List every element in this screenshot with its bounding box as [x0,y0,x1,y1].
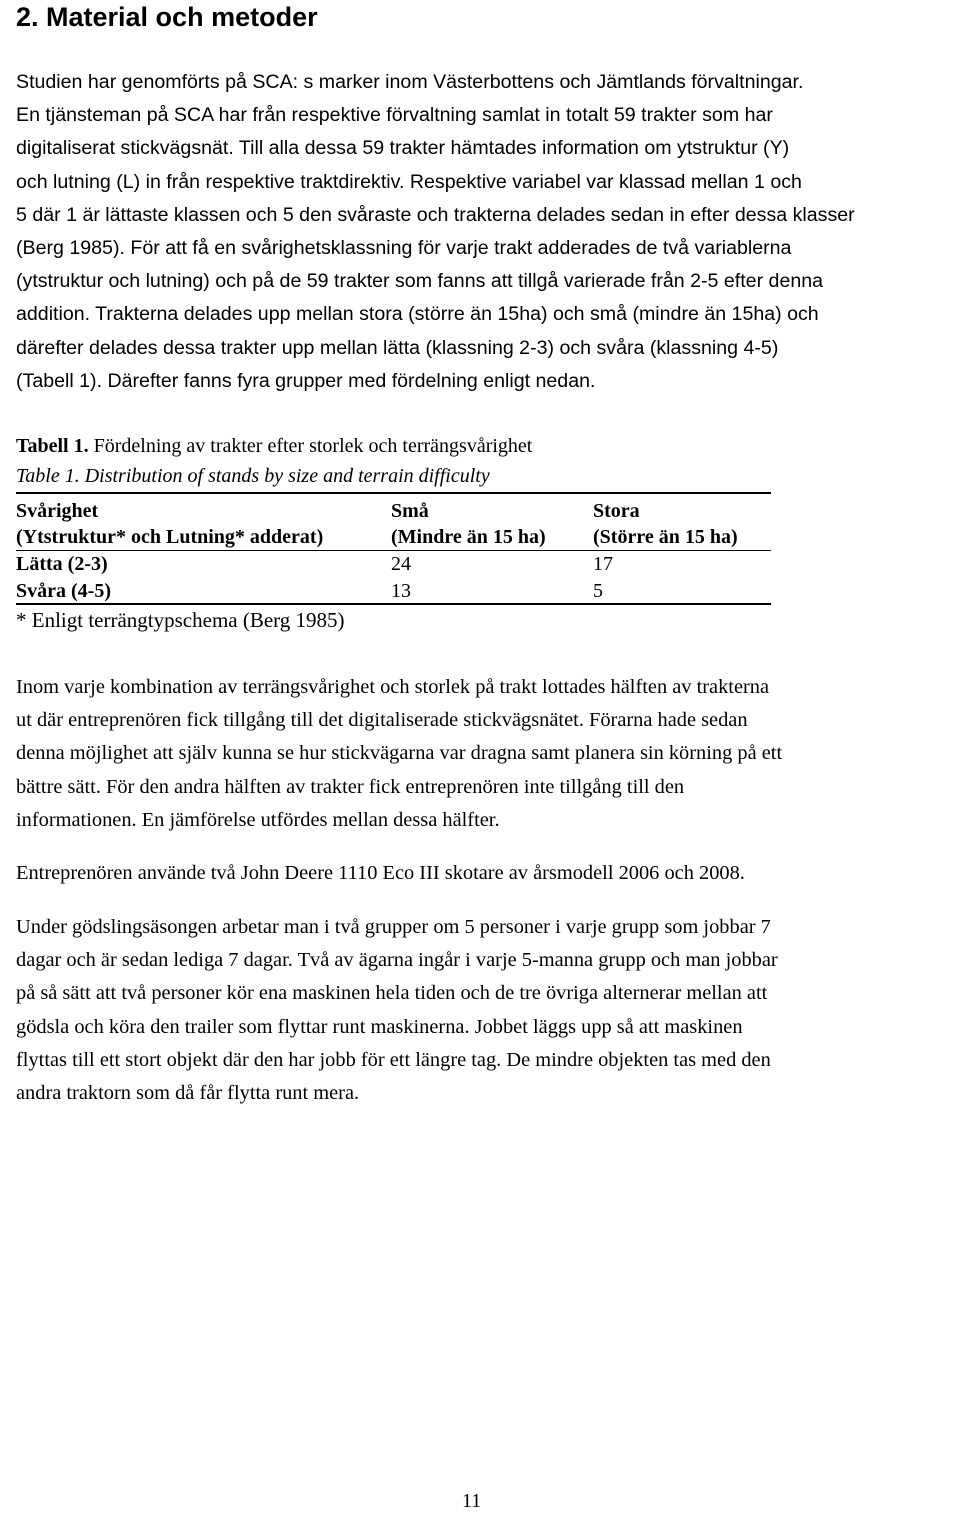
text-line: (Berg 1985). För att få en svårighetsklassning för varje trakt adderades de två variablerna [16,237,792,260]
lottery-paragraph [16,671,958,837]
text-line: addition. Trakterna delades upp mellan stora (större än 15ha) och små (mindre än 15ha) och [16,303,819,326]
intro-paragraph [16,66,958,398]
text-line: på så sätt att två personer kör ena maskinen hela tiden och de tre övriga alternerar mellan att [16,982,768,1005]
text-line: andra traktorn som då får flytta runt mera. [16,1082,360,1105]
row-easy-small: 24 [391,553,411,575]
page-number: 11 [462,1490,482,1512]
table-top-rule [16,492,771,494]
row-hard-small: 13 [391,580,411,602]
header-difficulty: Svårighet [16,500,99,522]
row-easy-large: 17 [593,553,613,575]
text-line: informationen. En jämförelse utfördes mellan dessa hälfter. [16,808,500,831]
text-line: En tjänsteman på SCA har från respektive förvaltning samlat in totalt 59 trakter som har [16,104,773,127]
text-line: 5 där 1 är lättaste klassen och 5 den svåraste och trakterna delades sedan in efter dessa klasser [16,203,855,226]
text-line: ut där entreprenören fick tillgång till det digitaliserade stickvägsnätet. Förarna hade sedan [16,709,748,732]
header-large: Stora [593,500,640,522]
text-line: Inom varje kombination av terrängsvårighet och storlek på trakt lottades hälften av trakterna [16,676,770,698]
text-line: dagar och är sedan lediga 7 dagar. Två av ägarna ingår i varje 5-manna grupp och man jobbar [16,949,778,972]
text-line: Studien har genomförts på SCA: s marker inom Västerbottens och Jämtlands förvaltningar. [16,71,804,93]
machine-paragraph: Entreprenören använde två John Deere 1110 Eco III skotare av årsmodell 2006 och 2008. [16,862,745,884]
text-line: Under gödslingsäsongen arbetar man i två grupper om 5 personer i varje grupp som jobbar 7 [16,916,771,938]
header-large-sub: (Större än 15 ha) [593,526,738,548]
header-small: Små [391,500,429,522]
text-line: denna möjlighet att själv kunna se hur stickvägarna var dragna samt planera sin körning på ett [16,742,783,765]
table-caption-swedish [16,431,532,461]
row-easy-label: Lätta (2-3) [16,553,108,575]
text-line: flyttas till ett stort objekt där den har jobb för ett längre tag. De mindre objekten tas med den [16,1048,771,1071]
header-difficulty-sub: (Ytstruktur* och Lutning* adderat) [16,526,324,548]
section-heading: 2. Material och metoder [16,2,318,32]
text-line: digitaliserat stickvägsnät. Till alla dessa 59 trakter hämtades information om ytstruktur (Y) [16,137,790,160]
text-line: gödsla och köra den trailer som flyttar runt maskinerna. Jobbet läggs upp så att maskinen [16,1015,743,1038]
text-line: och lutning (L) in från respektive traktdirektiv. Respektive variabel var klassad mellan 1 och [16,170,802,193]
text-line: (Tabell 1). Därefter fanns fyra grupper med fördelning enligt nedan. [16,369,596,392]
table-footnote: * Enligt terrängtypschema (Berg 1985) [16,608,345,632]
text-line: (ytstruktur och lutning) och på de 59 trakter som fanns att tillgå varierade från 2-5 efter denna [16,270,824,293]
row-hard-label: Svåra (4-5) [16,580,111,602]
work-schedule-paragraph [16,911,958,1110]
text-line: bättre sätt. För den andra hälften av trakter fick entreprenören inte tillgång till den [16,775,685,798]
text-line: därefter delades dessa trakter upp mellan lätta (klassning 2-3) och svåra (klassning 4-5) [16,336,779,359]
header-small-sub: (Mindre än 15 ha) [391,526,546,548]
table-caption-english: Table 1. Distribution of stands by size and terrain difficulty [16,465,490,487]
row-hard-large: 5 [593,580,603,602]
caption-label: Tabell 1. [16,435,89,457]
caption-text: Fördelning av trakter efter storlek och terrängsvårighet [88,435,533,457]
